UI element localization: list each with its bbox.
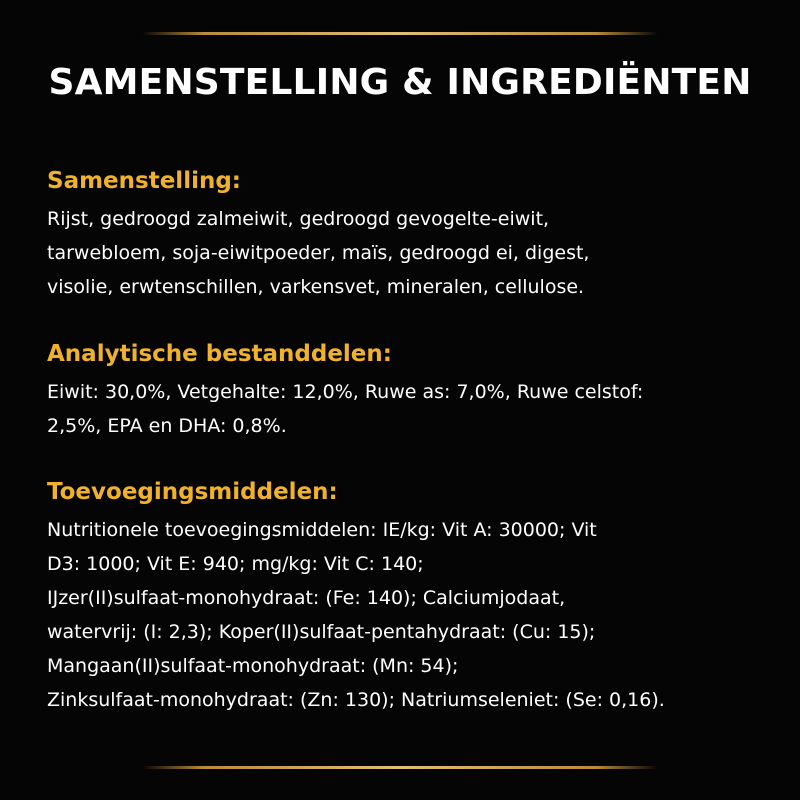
top-divider (142, 32, 658, 35)
section-samenstelling (47, 166, 767, 304)
section-body: Nutritionele toevoegingsmiddelen: IE/kg: Vit A: 30000; Vit D3: 1000; Vit E: 940; mg/kg: Vit C: 140; IJzer(II)sulfaat-monohydraat: (Fe: 140); Calciumjodaat, watervrij: (I: 2,3); Koper(II)sulfaat-pentahydraat: (Cu: 15); Mangaan(II)sulfaat-monohydraat: (Mn: 54); Zinksulfaat-monohydraat: (Zn: 130); Natriumseleniet: (Se: 0,16). (47, 519, 665, 711)
bottom-divider (142, 766, 658, 769)
section-toevoegingsmiddelen (47, 477, 767, 717)
section-body: Rijst, gedroogd zalmeiwit, gedroogd gevogelte-eiwit, tarwebloem, soja-eiwitpoeder, maïs, gedroogd ei, digest, visolie, erwtenschillen, varkensvet, mineralen, cellulose. (47, 208, 590, 298)
page-title: SAMENSTELLING & INGREDIËNTEN (48, 62, 752, 103)
section-heading: Toevoegingsmiddelen: (47, 479, 338, 505)
section-body: Eiwit: 30,0%, Vetgehalte: 12,0%, Ruwe as: 7,0%, Ruwe celstof: 2,5%, EPA en DHA: 0,8%. (47, 381, 644, 437)
section-heading: Analytische bestanddelen: (47, 341, 392, 367)
section-heading: Samenstelling: (47, 168, 241, 194)
section-analytische-bestanddelen (47, 339, 767, 443)
